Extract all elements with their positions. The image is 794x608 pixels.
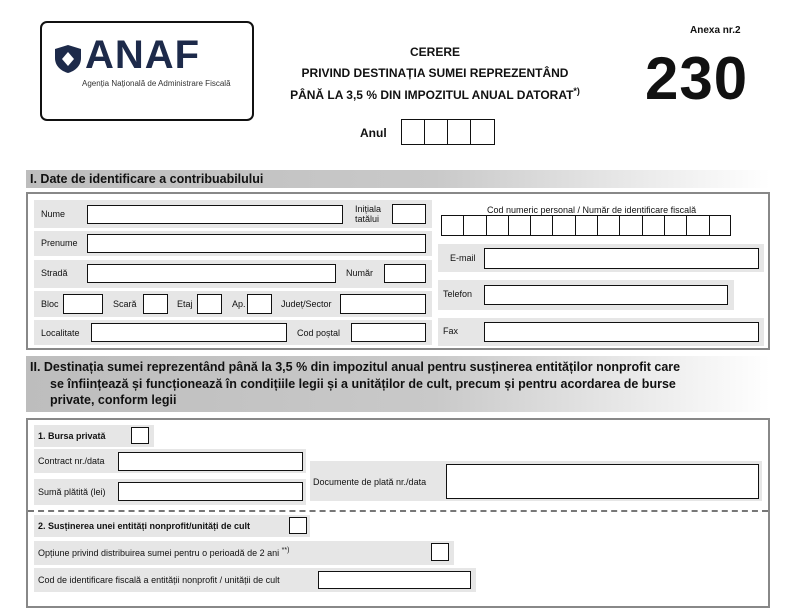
cnp-digit: [575, 215, 597, 236]
label-bloc: Bloc: [41, 299, 59, 309]
label-localitate: Localitate: [41, 328, 80, 338]
nume-input[interactable]: [87, 205, 343, 224]
cod-postal-input[interactable]: [351, 323, 426, 342]
section-1-heading-text: I. Date de identificare a contribuabilului: [30, 172, 264, 186]
title-footnote: *): [573, 86, 580, 96]
label-initiala: Inițiala tatălui: [355, 204, 382, 224]
cnp-digit: [619, 215, 641, 236]
bloc-input[interactable]: [63, 294, 103, 314]
label-nume: Nume: [41, 209, 66, 219]
label-suma: Sumă plătită (lei): [38, 487, 106, 497]
year-digit-3[interactable]: [447, 119, 471, 145]
label-judet: Județ/Sector: [281, 299, 332, 309]
anul-label: Anul: [360, 126, 387, 140]
label-contract: Contract nr./data: [38, 456, 105, 466]
documente-input[interactable]: [446, 464, 759, 499]
section-divider: [28, 510, 768, 512]
label-documente: Documente de plată nr./data: [313, 477, 427, 487]
judet-input[interactable]: [340, 294, 426, 314]
cnp-digit: [463, 215, 485, 236]
label-telefon: Telefon: [443, 289, 473, 299]
label-ap: Ap.: [232, 299, 246, 309]
initiala-input[interactable]: [392, 204, 426, 224]
prenume-input[interactable]: [87, 234, 426, 253]
label-bursa: 1. Bursa privată: [38, 431, 106, 441]
label-cod-postal: Cod poștal: [297, 328, 341, 338]
cnp-digit: [530, 215, 552, 236]
year-digit-4[interactable]: [470, 119, 495, 145]
anexa-label: Anexa nr.2: [690, 25, 741, 36]
label-strada: Stradă: [41, 268, 68, 278]
label-optiune: Opțiune privind distribuirea sumei pentru o perioadă de 2 ani **): [38, 547, 290, 558]
cnp-digit: [642, 215, 664, 236]
strada-input[interactable]: [87, 264, 336, 283]
cod-fiscal-input[interactable]: [318, 571, 471, 589]
cnp-digit: [709, 215, 731, 236]
cnp-boxes[interactable]: [441, 215, 731, 236]
cnp-digit: [686, 215, 708, 236]
cnp-digit: [552, 215, 574, 236]
label-cnp: Cod numeric personal / Număr de identificare fiscală: [487, 205, 697, 215]
label-fax: Fax: [443, 326, 459, 336]
contract-input[interactable]: [118, 452, 303, 471]
section-2-heading: [26, 356, 770, 412]
logo-text: ANAF: [85, 33, 201, 77]
logo-subtitle: Agenția Națională de Administrare Fiscală: [82, 79, 231, 88]
cnp-digit: [441, 215, 463, 236]
year-digit-2[interactable]: [424, 119, 448, 145]
section-2-heading-text: II. Destinația sumei reprezentând până la 3,5 % din impozitul anual pentru susținerea entităților nonprofit care se înființează și funcționează în condițiile legii și a unităților de cult, precum și pentru acordarea de burse private, conform legii: [30, 360, 681, 407]
title-line-3: PÂNĂ LA 3,5 % DIN IMPOZITUL ANUAL DATORAT*): [290, 86, 580, 102]
label-etaj: Etaj: [177, 299, 193, 309]
fax-input[interactable]: [484, 322, 759, 342]
telefon-input[interactable]: [484, 285, 728, 305]
label-prenume: Prenume: [41, 238, 78, 248]
email-input[interactable]: [484, 248, 759, 269]
label-cod-fiscal: Cod de identificare fiscală a entității nonprofit / unității de cult: [38, 575, 280, 585]
cnp-digit: [508, 215, 530, 236]
optiune-checkbox[interactable]: [431, 543, 449, 561]
numar-input[interactable]: [384, 264, 426, 283]
etaj-input[interactable]: [197, 294, 222, 314]
sustinere-checkbox[interactable]: [289, 517, 307, 534]
optiune-footnote: **): [281, 547, 290, 554]
section-1-heading: [26, 170, 770, 188]
scara-input[interactable]: [143, 294, 168, 314]
form-number: 230: [645, 45, 749, 112]
cnp-digit: [486, 215, 508, 236]
label-sustinere: 2. Susținerea unei entități nonprofit/unități de cult: [38, 521, 251, 531]
bursa-checkbox[interactable]: [131, 427, 149, 444]
year-digit-1[interactable]: [401, 119, 425, 145]
label-numar: Număr: [346, 268, 374, 278]
cnp-digit: [664, 215, 686, 236]
suma-input[interactable]: [118, 482, 303, 501]
ap-input[interactable]: [247, 294, 272, 314]
shield-icon: [54, 44, 82, 74]
label-scara: Scară: [113, 299, 137, 309]
cnp-digit: [597, 215, 619, 236]
title-line-1: CERERE: [409, 45, 460, 59]
localitate-input[interactable]: [91, 323, 287, 342]
title-line-2: PRIVIND DESTINAȚIA SUMEI REPREZENTÂND: [301, 66, 569, 80]
label-email: E-mail: [450, 253, 476, 263]
